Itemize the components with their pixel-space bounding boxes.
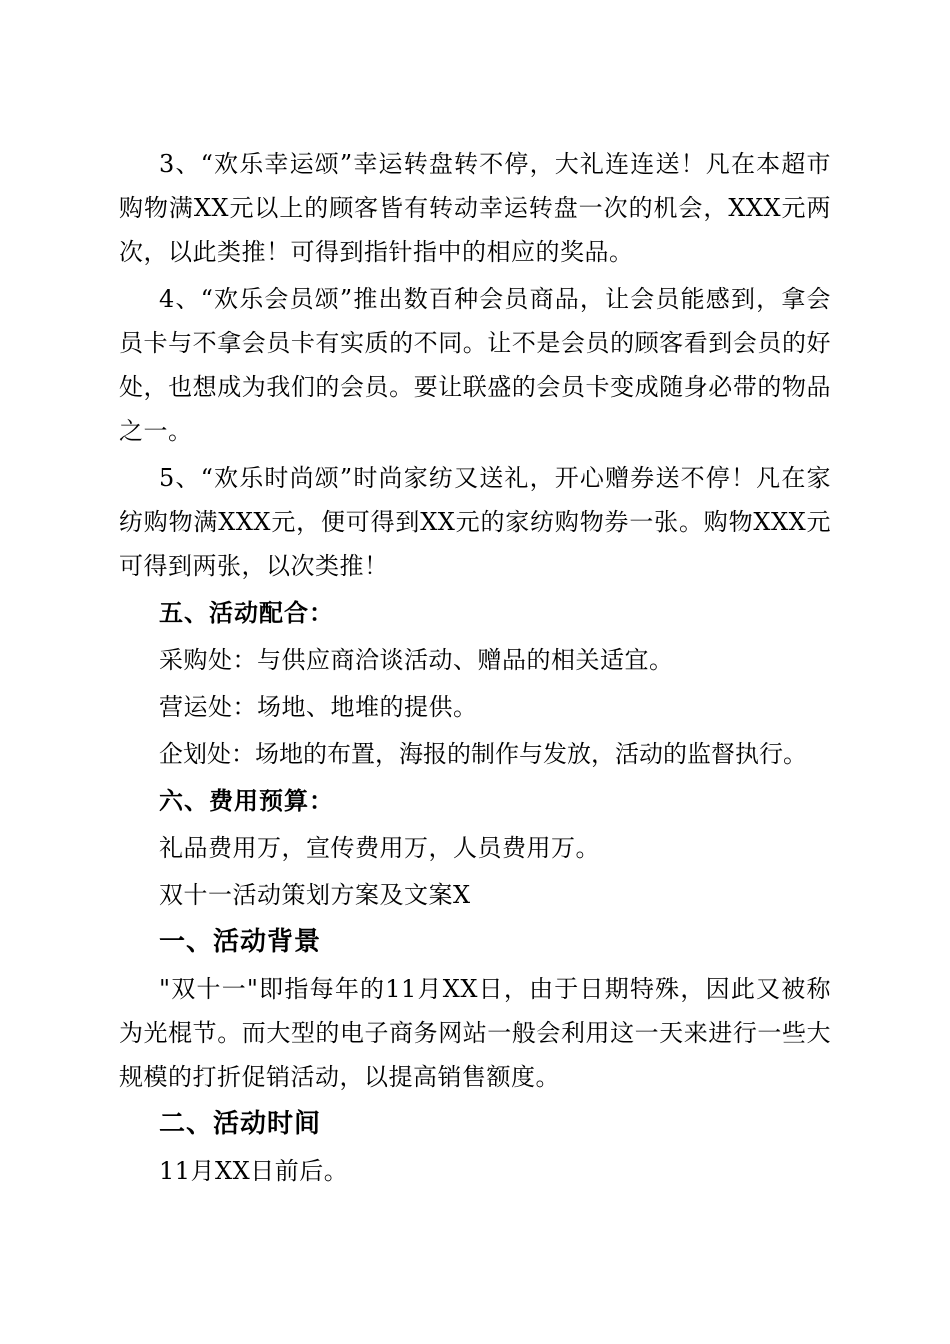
section-5-heading: 五、活动配合： xyxy=(159,599,334,627)
operations-dept-line: 营运处：场地、地堆的提供。 xyxy=(159,693,478,721)
paragraph-item-4: 4、“欢乐会员颂”推出数百种会员商品，让会员能感到，拿会员卡与不拿会员卡有实质的不同。让不是会员的顾客看到会员的好处，也想成为我们的会员。要让联盛的会员卡变成随身必带的物品之一。 xyxy=(119,285,831,445)
section-2-text: 11月XX日前后。 xyxy=(159,1157,349,1185)
paragraph-item-5: 5、“欢乐时尚颂”时尚家纺又送礼，开心赠券送不停！凡在家纺购物满XXX元，便可得到XX元的家纺购物券一张。购物XXX元可得到两张，以次类推！ xyxy=(119,464,831,580)
document-title: 双十一活动策划方案及文案X xyxy=(159,881,471,909)
paragraph-item-3: 3、“欢乐幸运颂”幸运转盘转不停，大礼连连送！凡在本超市购物满XX元以上的顾客皆有转动幸运转盘一次的机会，XXX元两次，以此类推！可得到指针指中的相应的奖品。 xyxy=(119,150,831,266)
budget-line: 礼品费用万，宣传费用万，人员费用万。 xyxy=(159,834,600,862)
document-body xyxy=(119,142,831,1196)
planning-dept-line: 企划处：场地的布置，海报的制作与发放，活动的监督执行。 xyxy=(159,740,807,768)
section-1-text: "双十一"即指每年的11月XX日，由于日期特殊，因此又被称为光棍节。而大型的电子商务网站一般会利用这一天来进行一些大规模的打折促销活动，以提高销售额度。 xyxy=(119,975,831,1091)
purchasing-dept-line: 采购处：与供应商洽谈活动、赠品的相关适宜。 xyxy=(159,646,674,674)
section-1-heading: 一、活动背景 xyxy=(159,927,322,957)
section-2-heading: 二、活动时间 xyxy=(159,1109,322,1139)
section-6-heading: 六、费用预算： xyxy=(159,787,334,815)
